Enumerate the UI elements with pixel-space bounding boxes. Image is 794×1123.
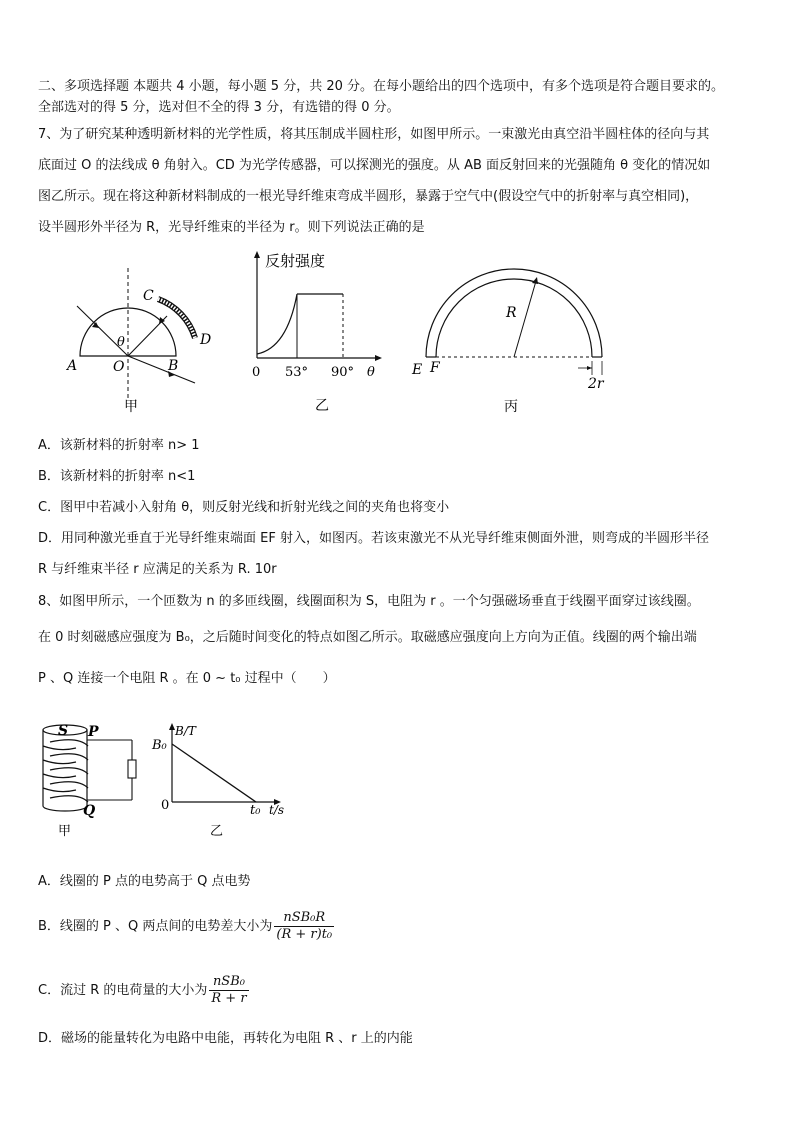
- q8-option-b: [38, 908, 334, 946]
- sensor-cd-arc: [158, 299, 195, 338]
- fraction-denominator: R + r: [211, 991, 247, 1006]
- q8-option-a: A．线圈的 P 点的电势高于 Q 点电势: [38, 874, 251, 889]
- q8-option-d: D．磁场的能量转化为电路中电能，再转化为电阻 R 、r 上的内能: [38, 1031, 413, 1046]
- y-axis-arrow-icon: [254, 251, 260, 258]
- refracted-ray: [128, 356, 195, 383]
- label-q: Q: [83, 803, 96, 819]
- tick-90: 90°: [331, 365, 355, 380]
- fraction-numerator: nSB₀: [209, 974, 248, 991]
- q7-figure-yi: [245, 248, 395, 418]
- caption-bing: 丙: [504, 399, 518, 415]
- q8-option-b-fraction: [274, 910, 334, 943]
- q8-option-c-text: C．流过 R 的电荷量的大小为: [38, 983, 208, 998]
- t0-label: t₀: [250, 803, 261, 818]
- label-a: A: [67, 358, 78, 374]
- label-b: B: [168, 358, 179, 374]
- label-c: C: [143, 288, 154, 304]
- radius-arrow-icon: [532, 277, 538, 284]
- q8-option-b-text: B．线圈的 P 、Q 两点间的电势差大小为: [38, 919, 273, 934]
- width-arrow-icon: [587, 366, 592, 370]
- x-axis-label: θ: [367, 365, 375, 380]
- caption-q8-jia: 甲: [58, 824, 72, 839]
- section-header-line-1: 二、多项选择题 本题共 4 小题，每小题 5 分，共 20 分。在每小题给出的四个选项中，有多个选项是符合题目要求的。: [38, 79, 725, 94]
- q7-option-b: B．该新材料的折射率 n<1: [38, 469, 196, 484]
- label-2r: 2r: [588, 376, 604, 392]
- label-d: D: [200, 332, 212, 348]
- q7-stem-line-2: 底面过 O 的法线成 θ 角射入。CD 为光学传感器，可以探测光的强度。从 AB 面反射回来的光强随角 θ 变化的情况如: [38, 158, 711, 173]
- q7-figure-jia: [55, 258, 225, 418]
- sensor-cd-hatch: [158, 299, 195, 338]
- y-axis-label: 反射强度: [265, 252, 326, 270]
- label-p: P: [88, 724, 99, 740]
- caption-jia: 甲: [124, 399, 138, 415]
- q8-option-c: [38, 972, 249, 1010]
- label-theta: θ: [117, 335, 125, 350]
- radius-line: [514, 281, 536, 357]
- q8-stem-line-1: 8、如图甲所示，一个匝数为 n 的多匝线圈，线圈面积为 S，电阻为 r 。一个匀强磁场垂直于线圈平面穿过该线圈。: [38, 594, 700, 609]
- q8-figure-jia: [30, 718, 150, 843]
- fraction-denominator: (R + r)t₀: [276, 927, 333, 942]
- q8-stem-line-3: P 、Q 连接一个电阻 R 。在 0 ~ t₀ 过程中（ ）: [38, 671, 336, 686]
- b0-label: B₀: [152, 738, 167, 753]
- label-e: E: [412, 362, 423, 378]
- label-s: S: [58, 723, 69, 739]
- b-axis-label: B/T: [175, 724, 196, 738]
- q7-option-d-line-1: D．用同种激光垂直于光导纤维束端面 EF 射入，如图丙。若该束激光不从光导纤维束侧面外泄，则弯成的半圆形半径: [38, 531, 709, 546]
- q7-figure-bing: [408, 255, 618, 418]
- q7-stem-line-1: 7、为了研究某种透明新材料的光学性质，将其压制成半圆柱形，如图甲所示。一束激光由真空沿半圆柱体的径向与其: [38, 127, 710, 142]
- label-f: F: [430, 360, 440, 376]
- q7-stem-line-4: 设半圆形外半径为 R，光导纤维束的半径为 r。则下列说法正确的是: [38, 220, 425, 235]
- x-axis-arrow-icon: [375, 355, 382, 361]
- caption-yi: 乙: [315, 398, 329, 414]
- fraction-numerator: nSB₀R: [274, 910, 334, 927]
- intensity-curve: [257, 294, 297, 354]
- q8-option-c-fraction: [209, 974, 248, 1007]
- section-header-line-2: 全部选对的得 5 分，选对但不全的得 3 分，有选错的得 0 分。: [38, 100, 400, 115]
- t-axis-label: t/s: [269, 803, 285, 817]
- q8-stem-line-2: 在 0 时刻磁感应强度为 B₀，之后随时间变化的特点如图乙所示。取磁感应强度向上方向为正值。线圈的两个输出端: [38, 630, 697, 645]
- tick-53: 53°: [285, 365, 309, 380]
- label-r-big: R: [506, 305, 517, 321]
- q7-option-c: C．图甲中若减小入射角 θ，则反射光线和折射光线之间的夹角也将变小: [38, 500, 450, 515]
- q7-option-a: A．该新材料的折射率 n> 1: [38, 438, 200, 453]
- resistor-r: [128, 760, 136, 778]
- q7-option-d-line-2: R 与纤维束半径 r 应满足的关系为 R. 10r: [38, 562, 277, 577]
- origin-label: 0: [161, 798, 170, 813]
- cylinder-bottom: [43, 806, 87, 811]
- q8-figure-yi: [148, 718, 298, 843]
- label-o: O: [113, 359, 125, 375]
- caption-q8-yi: 乙: [210, 824, 224, 839]
- tick-0: 0: [252, 365, 261, 380]
- b-t-line: [172, 744, 256, 802]
- q7-stem-line-3: 图乙所示。现在将这种新材料制成的一根光导纤维束弯成半圆形，暴露于空气中(假设空气中的折射率与真空相同)，: [38, 189, 699, 204]
